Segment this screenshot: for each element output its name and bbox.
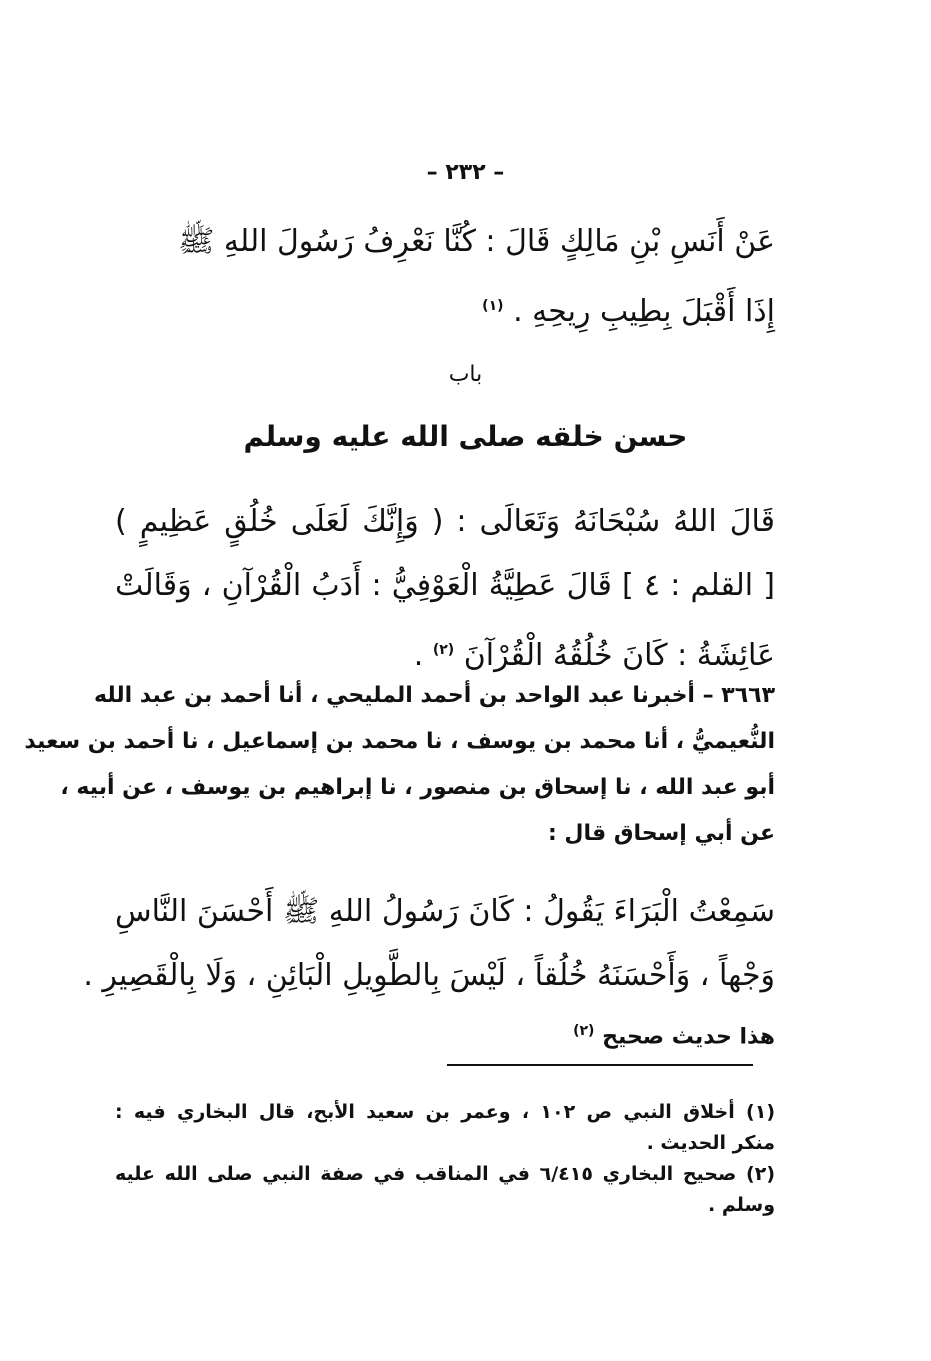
hadith-anas-line-2-text: إِذَا أَقْبَلَ بِطِيبِ رِيحِهِ .: [513, 294, 775, 329]
isnad-line-3: أبو عبد الله ، نا إسحاق بن منصور ، نا إبراهيم بن يوسف ، عن أبيه ،: [60, 775, 775, 800]
grading-line: [115, 1008, 775, 1054]
hadith-anas: [115, 210, 775, 338]
isnad: [24, 673, 775, 857]
footnote-ref-1: (١): [482, 298, 504, 314]
quran-line-2: [ القلم : ٤ ] قَالَ عَطِيَّةُ الْعَوْفِيُّ : أَدَبُ الْقُرْآنِ ، وَقَالَتْ: [115, 568, 775, 603]
isnad-line-4: عن أبي إسحاق قال :: [547, 821, 775, 846]
isnad-line-1: ٣٦٦٣ – أخبرنا عبد الواحد بن أحمد المليحي ، أنا أحمد بن عبد الله: [94, 683, 775, 708]
hadith-anas-line-1: عَنْ أَنَسِ بْنِ مَالِكٍ قَالَ : كُنَّا نَعْرِفُ رَسُولَ اللهِ ﷺ: [178, 224, 775, 259]
matn-line-1: سَمِعْتُ الْبَرَاءَ يَقُولُ : كَانَ رَسُولُ اللهِ ﷺ أَحْسَنَ النَّاسِ: [115, 894, 775, 929]
matn: [83, 880, 775, 1054]
quran-line-3-text: عَائِشَةُ : كَانَ خُلُقُهُ الْقُرْآنَ: [463, 638, 775, 673]
page-number: – ٢٣٢ –: [426, 160, 505, 185]
section-label: باب: [448, 362, 483, 387]
footnote-1-line-2: منكر الحديث .: [646, 1132, 775, 1154]
hadith-anas-line-2: [115, 274, 775, 338]
isnad-line-2: النُّعيميُّ ، أنا محمد بن يوسف ، نا محمد بن إسماعيل ، نا أحمد بن سعيد: [24, 729, 775, 754]
footnote-2-line-2: وسلم .: [708, 1194, 775, 1216]
chapter-title: حسن خلقه صلى الله عليه وسلم: [243, 420, 688, 453]
footnotes: [115, 1097, 775, 1221]
footnote-ref-2: (٢): [432, 642, 455, 658]
quran-line-3-end: .: [413, 638, 424, 673]
footnote-1-line-1: (١) أخلاق النبي ص ١٠٢ ، وعمر بن سعيد الأبح، قال البخاري فيه :: [115, 1101, 776, 1123]
footnote-divider: [447, 1064, 753, 1066]
footnote-2-line-1: (٢) صحيح البخاري ٦/٤١٥ في المناقب في صفة النبي صلى الله عليه: [115, 1163, 775, 1185]
footnote-ref-3: (٢): [573, 1023, 595, 1039]
quran-line-1: قَالَ اللهُ سُبْحَانَهُ وَتَعَالَى : ( وَإِنَّكَ لَعَلَى خُلُقٍ عَظِيمٍ ): [115, 504, 775, 539]
quran-passage: [115, 490, 775, 682]
grading-text: هذا حديث صحيح: [602, 1024, 775, 1050]
matn-line-2: وَجْهاً ، وَأَحْسَنَهُ خُلُقاً ، لَيْسَ بِالطَّوِيلِ الْبَائِنِ ، وَلَا بِالْقَصِيرِ .: [83, 958, 775, 993]
